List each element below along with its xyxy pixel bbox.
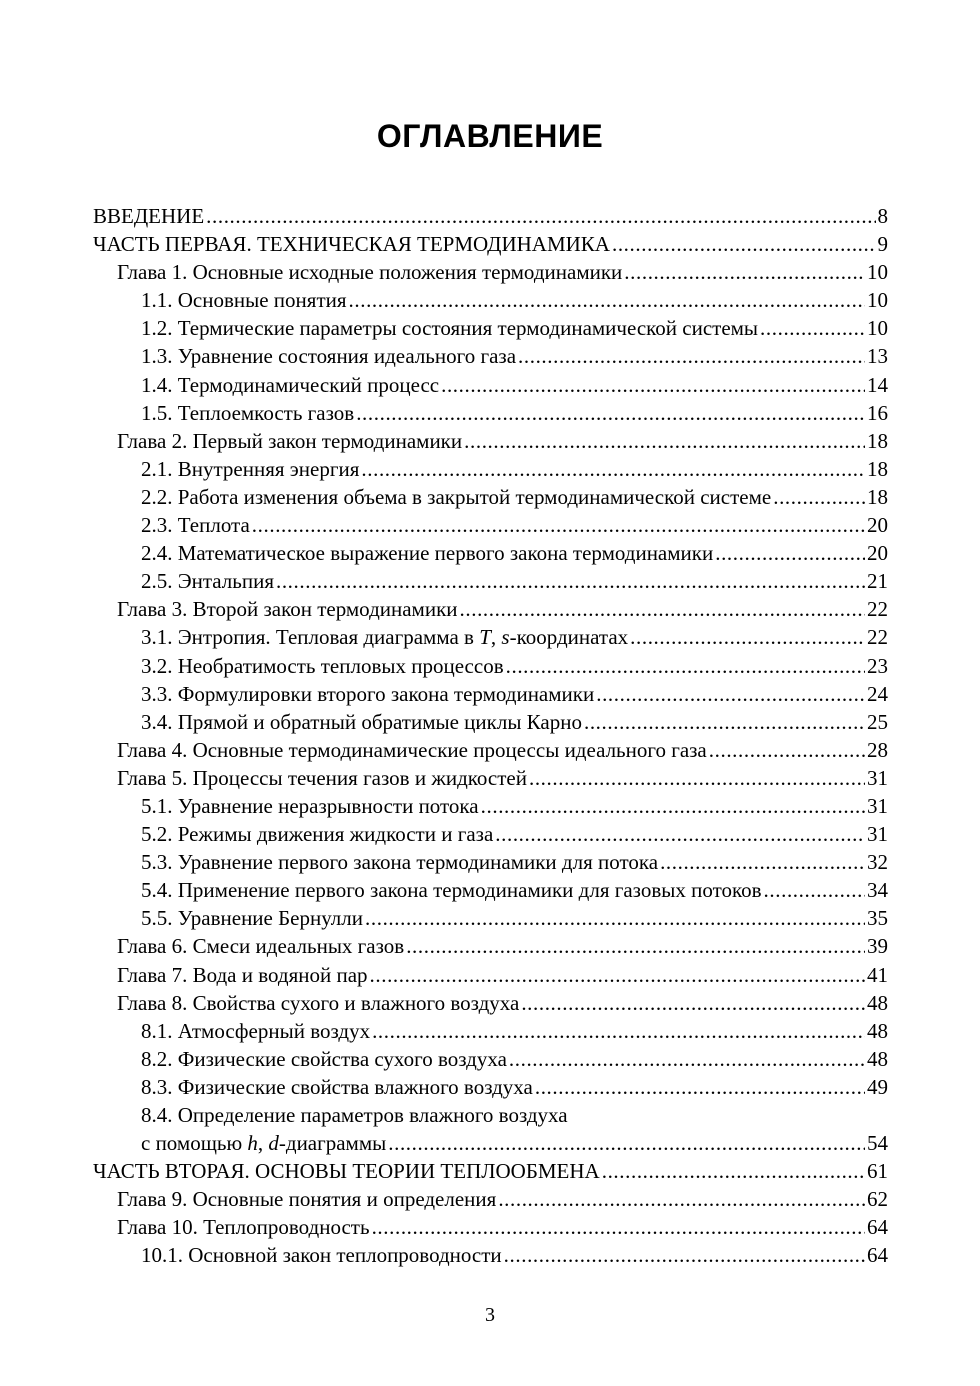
page-number: 3 — [485, 1304, 495, 1326]
toc-entry[interactable]: Глава 8. Свойства сухого и влажного воздуха ..... 48 — [93, 989, 888, 1017]
toc-page-number: 18 — [867, 484, 888, 509]
toc-entry[interactable]: 3.4. Прямой и обратный обратимые циклы Карно ..... 25 — [93, 708, 888, 736]
toc-entry[interactable]: 5.2. Режимы движения жидкости и газа ..... 31 — [93, 820, 888, 848]
toc-page-number: 49 — [867, 1074, 888, 1099]
toc-page-number: 31 — [867, 765, 888, 790]
toc-entry[interactable]: 8.1. Атмосферный воздух ..... 48 — [93, 1017, 888, 1045]
toc-entry[interactable]: 8.3. Физические свойства влажного воздуха ..... 49 — [93, 1073, 888, 1101]
toc-page-number: 18 — [867, 456, 888, 481]
toc-entry[interactable]: 3.1. Энтропия. Тепловая диаграмма в T, s-координатах ..... 22 — [93, 623, 888, 651]
toc-entry[interactable]: Глава 7. Вода и водяной пар ..... 41 — [93, 961, 888, 989]
toc-page-number: 64 — [867, 1215, 888, 1240]
toc-page-number: 48 — [867, 1046, 888, 1071]
toc-entry[interactable]: 1.2. Термические параметры состояния термодинамической системы ..... 10 — [93, 314, 888, 342]
toc-entry[interactable]: ЧАСТЬ ВТОРАЯ. ОСНОВЫ ТЕОРИИ ТЕПЛООБМЕНА ..... 61 — [93, 1157, 888, 1185]
toc-page-number: 54 — [867, 1131, 888, 1156]
toc-entry[interactable]: 5.5. Уравнение Бернулли ..... 35 — [93, 904, 888, 932]
toc-entry[interactable]: 3.2. Необратимость тепловых процессов ..... 23 — [93, 652, 888, 680]
toc-entry[interactable]: Глава 3. Второй закон термодинамики ..... 22 — [93, 595, 888, 623]
toc-page-number: 64 — [867, 1243, 888, 1268]
toc-entry[interactable]: Глава 1. Основные исходные положения термодинамики ..... 10 — [93, 258, 888, 286]
toc-entry[interactable]: 8.2. Физические свойства сухого воздуха ..... 48 — [93, 1045, 888, 1073]
toc-page-number: 39 — [867, 934, 888, 959]
toc-entry[interactable]: 2.1. Внутренняя энергия ..... 18 — [93, 455, 888, 483]
toc-page-number: 48 — [867, 1018, 888, 1043]
toc-entry[interactable]: ЧАСТЬ ПЕРВАЯ. ТЕХНИЧЕСКАЯ ТЕРМОДИНАМИКА ..... 9 — [93, 230, 888, 258]
toc-entry[interactable]: ВВЕДЕНИЕ ..... 8 — [93, 202, 888, 230]
toc-entry[interactable]: 2.5. Энтальпия ..... 21 — [93, 567, 888, 595]
table-of-contents — [93, 202, 888, 1270]
toc-entry[interactable]: Глава 5. Процессы течения газов и жидкостей ..... 31 — [93, 764, 888, 792]
toc-page-number: 9 — [877, 232, 888, 257]
toc-page-number: 32 — [867, 850, 888, 875]
toc-page-number: 13 — [867, 344, 888, 369]
toc-page-number: 31 — [867, 793, 888, 818]
toc-page-number: 62 — [867, 1187, 888, 1212]
toc-page-number: 10 — [867, 260, 888, 285]
toc-page-number: 20 — [867, 513, 888, 538]
toc-entry[interactable]: 2.4. Математическое выражение первого закона термодинамики ..... 20 — [93, 539, 888, 567]
toc-page-number: 10 — [867, 316, 888, 341]
toc-entry[interactable]: 2.3. Теплота ..... 20 — [93, 511, 888, 539]
toc-entry[interactable]: 5.3. Уравнение первого закона термодинамики для потока ..... 32 — [93, 848, 888, 876]
toc-entry[interactable]: 5.4. Применение первого закона термодинамики для газовых потоков ..... 34 — [93, 876, 888, 904]
toc-page-number: 41 — [867, 962, 888, 987]
toc-entry[interactable]: Глава 9. Основные понятия и определения ..... 62 — [93, 1185, 888, 1213]
toc-page-number: 22 — [867, 597, 888, 622]
toc-page-number: 10 — [867, 288, 888, 313]
toc-entry[interactable]: 1.4. Термодинамический процесс ..... 14 — [93, 371, 888, 399]
toc-entry[interactable]: 10.1. Основной закон теплопроводности ..... 64 — [93, 1241, 888, 1269]
toc-page-number: 16 — [867, 400, 888, 425]
toc-entry[interactable]: 1.1. Основные понятия ..... 10 — [93, 286, 888, 314]
toc-entry[interactable]: 8.4. Определение параметров влажного воздуха — [141, 1103, 568, 1127]
toc-entry[interactable]: Глава 10. Теплопроводность ..... 64 — [93, 1213, 888, 1241]
toc-page-number: 61 — [867, 1159, 888, 1184]
toc-page-number: 28 — [867, 737, 888, 762]
toc-page-number: 24 — [867, 681, 888, 706]
toc-entry[interactable]: 1.3. Уравнение состояния идеального газа ..... 13 — [93, 342, 888, 370]
toc-page-number: 48 — [867, 990, 888, 1015]
toc-entry-continued[interactable]: с помощью h, d-диаграммы ..... 54 — [93, 1129, 888, 1157]
toc-page-number: 8 — [877, 204, 888, 228]
toc-page-number: 20 — [867, 541, 888, 566]
toc-page-number: 35 — [867, 906, 888, 931]
toc-entry[interactable]: Глава 6. Смеси идеальных газов ..... 39 — [93, 932, 888, 960]
page-title: ОГЛАВЛЕНИЕ — [376, 118, 604, 154]
toc-page-number: 22 — [867, 625, 888, 650]
toc-entry[interactable]: Глава 2. Первый закон термодинамики ..... 18 — [93, 427, 888, 455]
toc-page-number: 14 — [867, 372, 888, 397]
toc-entry[interactable]: Глава 4. Основные термодинамические процессы идеального газа ..... 28 — [93, 736, 888, 764]
toc-page-number: 21 — [867, 569, 888, 594]
toc-entry[interactable]: 2.2. Работа изменения объема в закрытой термодинамической системе ..... 18 — [93, 483, 888, 511]
toc-page-number: 31 — [867, 822, 888, 847]
toc-entry[interactable]: 1.5. Теплоемкость газов ..... 16 — [93, 399, 888, 427]
toc-page-number: 23 — [867, 653, 888, 678]
toc-entry[interactable]: 5.1. Уравнение неразрывности потока ..... 31 — [93, 792, 888, 820]
toc-entry[interactable]: 3.3. Формулировки второго закона термодинамики ..... 24 — [93, 680, 888, 708]
toc-page-number: 18 — [867, 428, 888, 453]
toc-page-number: 25 — [867, 709, 888, 734]
toc-page-number: 34 — [867, 878, 888, 903]
